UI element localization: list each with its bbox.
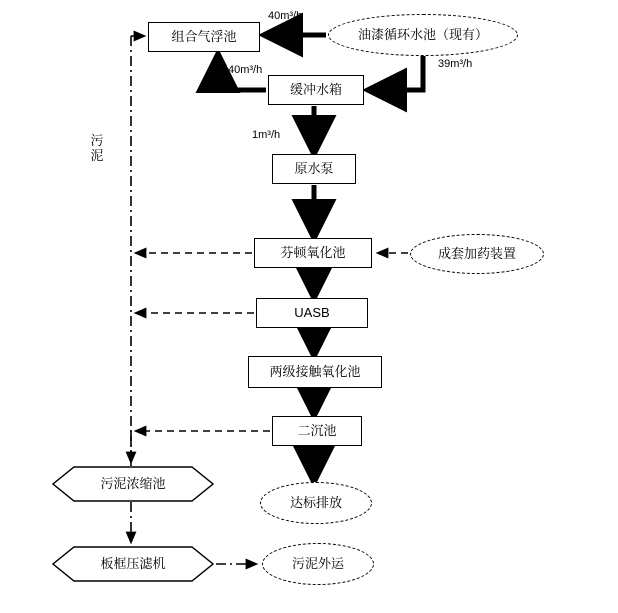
node-label-uasb: UASB xyxy=(294,304,330,320)
node-discharge[interactable] xyxy=(260,482,372,524)
node-label-daf: 组合气浮池 xyxy=(171,28,237,44)
node-paint_pool[interactable] xyxy=(328,14,518,56)
node-raw_pump[interactable] xyxy=(272,154,356,184)
node-second_sed[interactable] xyxy=(272,416,362,446)
node-label-paint_pool: 油漆循环水池（现有） xyxy=(357,26,488,42)
node-label-fenton: 芬顿氧化池 xyxy=(280,244,346,260)
flow-label-q_paint: 40m³/h xyxy=(268,10,303,22)
node-dosing[interactable] xyxy=(410,234,544,274)
node-label-contact_ox: 两级接触氧化池 xyxy=(269,363,361,379)
node-contact_ox[interactable] xyxy=(248,356,382,388)
node-daf[interactable] xyxy=(148,22,260,52)
flow-label-q_return: 39m³/h xyxy=(438,58,473,70)
node-label-raw_pump: 原水泵 xyxy=(294,160,334,176)
node-uasb[interactable] xyxy=(256,298,368,328)
node-label-filter_press: 板框压滤机 xyxy=(100,555,166,571)
node-sludge_out[interactable] xyxy=(262,543,374,585)
node-fenton[interactable] xyxy=(254,238,372,268)
node-filter_press[interactable] xyxy=(52,546,214,582)
node-label-buffer: 缓冲水箱 xyxy=(289,81,342,97)
node-label-discharge: 达标排放 xyxy=(289,494,342,510)
flow-label-q_raw: 1m³/h xyxy=(252,129,281,141)
flow-label-q_daf: 40m³/h xyxy=(228,64,263,76)
node-buffer[interactable] xyxy=(268,75,364,105)
node-label-second_sed: 二沉池 xyxy=(297,422,337,438)
node-label-sludge_out: 污泥外运 xyxy=(291,555,344,571)
node-label-dosing: 成套加药装置 xyxy=(437,245,516,261)
node-label-thickener: 污泥浓缩池 xyxy=(100,475,166,491)
sludge-line-label: 污泥 xyxy=(90,133,104,163)
node-thickener[interactable] xyxy=(52,466,214,502)
